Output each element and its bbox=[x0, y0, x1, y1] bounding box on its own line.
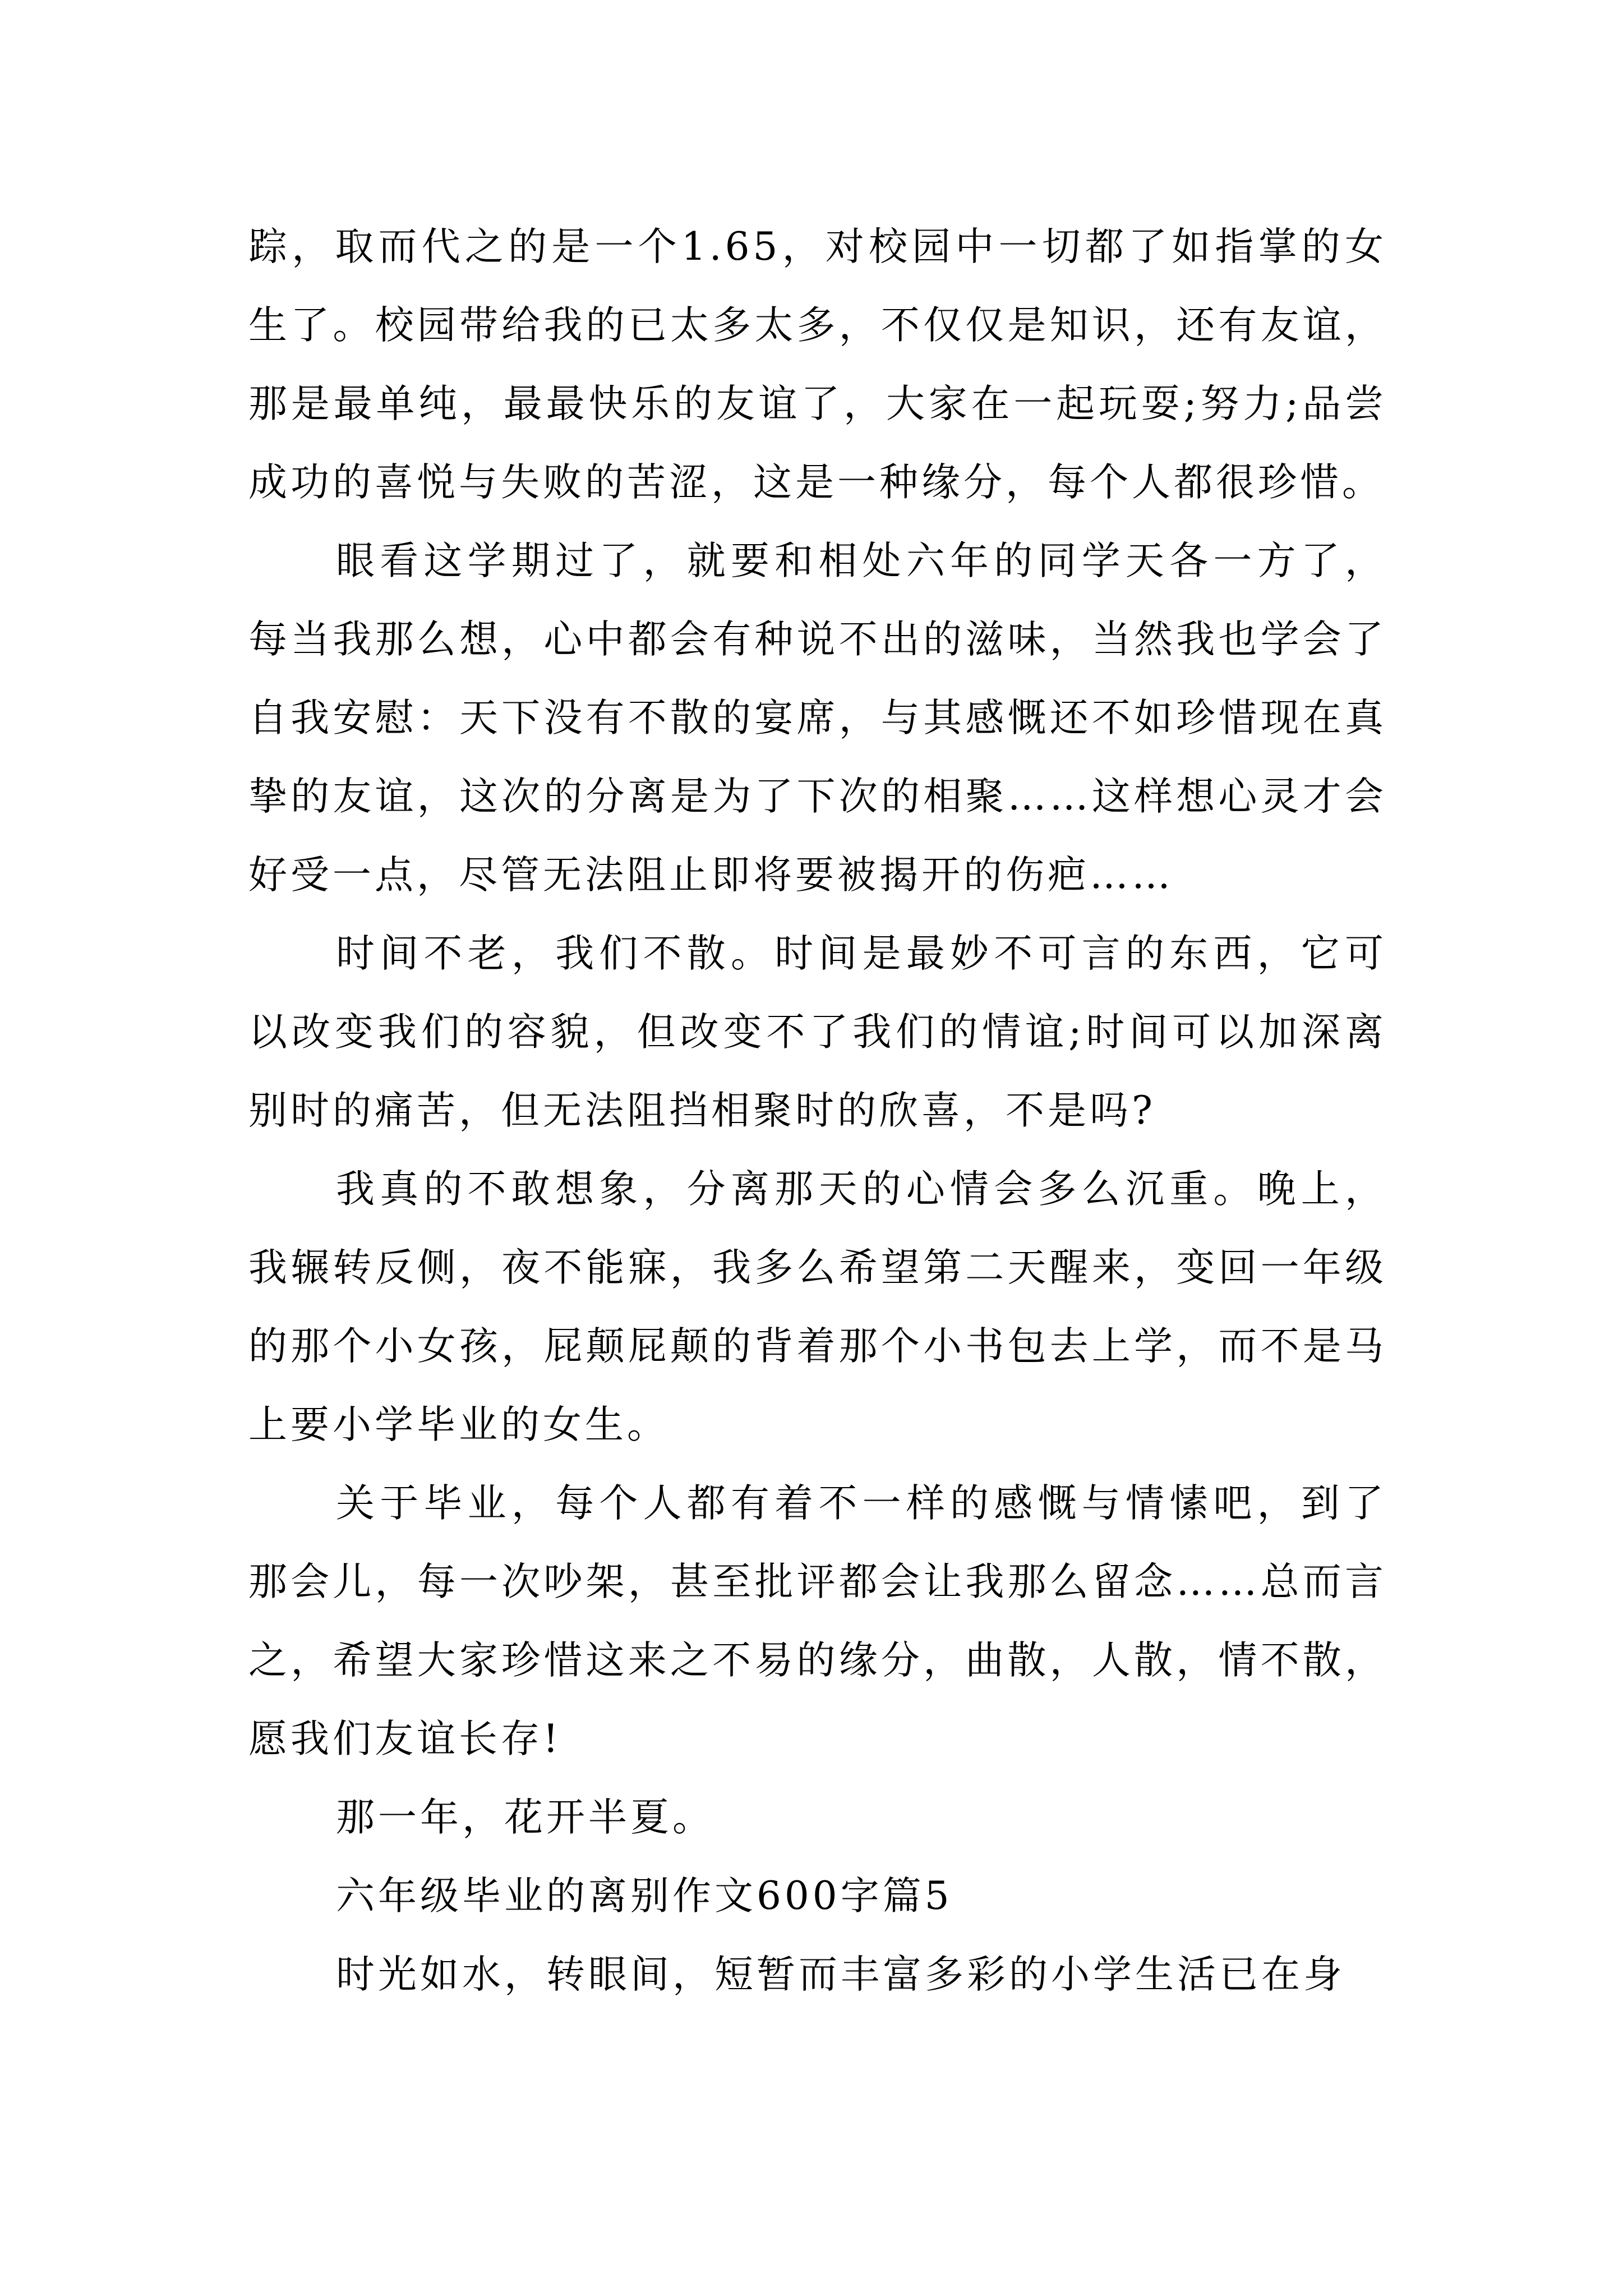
paragraph-6: 那一年，花开半夏。 bbox=[336, 1795, 714, 1840]
paragraph-2: 眼看这学期过了，就要和相处六年的同学天各一方了，每当我那么想，心中都会有种说不出的滋味，当然我也学会了自我安慰：天下没有不散的宴席，与其感慨还不如珍惜现在真挚的友谊，这次的分离是为了下次的相聚……这样想心灵才会好受一点，尽管无法阻止即将要被揭开的伤疤…… bbox=[248, 539, 1387, 898]
paragraph-4: 我真的不敢想象，分离那天的心情会多么沉重。晚上，我辗转反侧，夜不能寐，我多么希望第二天醒来，变回一年级的那个小女孩，屁颠屁颠的背着那个小书包去上学，而不是马上要小学毕业的女生。 bbox=[248, 1167, 1387, 1447]
document-body bbox=[248, 208, 1387, 2014]
section-heading: 六年级毕业的离别作文600字篇5 bbox=[336, 1874, 953, 1918]
paragraph-7: 时光如水，转眼间，短暂而丰富多彩的小学生活已在身 bbox=[336, 1952, 1345, 1997]
paragraph-3: 时间不老，我们不散。时间是最妙不可言的东西，它可以改变我们的容貌，但改变不了我们的情谊;时间可以加深离别时的痛苦，但无法阻挡相聚时的欣喜，不是吗? bbox=[248, 931, 1387, 1133]
paragraph-1: 踪，取而代之的是一个1.65，对校园中一切都了如指掌的女生了。校园带给我的已太多太多，不仅仅是知识，还有友谊，那是最单纯，最最快乐的友谊了，大家在一起玩耍;努力;品尝成功的喜悦与失败的苦涩，这是一种缘分，每个人都很珍惜。 bbox=[248, 224, 1387, 505]
paragraph-5: 关于毕业，每个人都有着不一样的感慨与情愫吧，到了那会儿，每一次吵架，甚至批评都会让我那么留念……总而言之，希望大家珍惜这来之不易的缘分，曲散，人散，情不散，愿我们友谊长存! bbox=[248, 1481, 1387, 1761]
